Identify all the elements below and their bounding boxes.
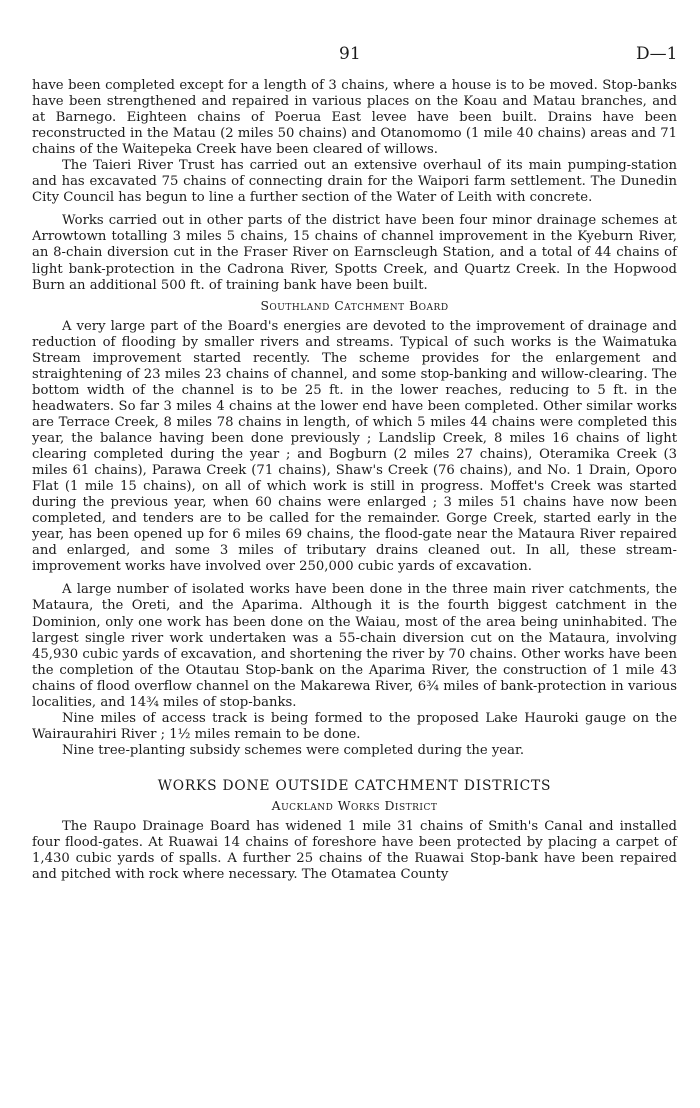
page-number: 91 [339,44,361,64]
auckland-heading: Auckland Works District [271,797,438,813]
page-body [32,78,677,883]
paragraph-1: have been completed except for a length of 3 chains, where a house is to be moved. Stop-banks have been strengthened and repaired in various places on the Koau and Matau branches, and at Barnego. Eighteen chains of Poerua East levee have been built. Drains have been reconstructed in the Matau (2 miles 50 chains) and Otanomomo (1 mile 40 chains) areas and 71 chains of the Waitepeka Creek have been cleared of willows. [32,78,677,158]
page-header [0,44,700,66]
paragraph-4: A very large part of the Board's energies are devoted to the improvement of drainage and reduction of flooding by smaller rivers and streams. Typical of such works is the Waimatuka Stream improvement started recently. The scheme provides for the enlargement and straightening of 23 miles 23 chains of channel, and some stop-banking and willow-clearing. The bottom width of the channel is to be 25 ft. in the lower reaches, reducing to 5 ft. in the headwaters. So far 3 miles 4 chains at the lower end have been completed. Other similar works are Terrace Creek, 8 miles 78 chains in length, of which 5 miles 44 chains were completed this year, the balance having been done previously ; Landslip Creek, 8 miles 16 chains of light clearing completed during the year ; and Bogburn (2 miles 27 chains), Oteramika Creek (3 miles 61 chains), Parawa Creek (71 chains), Shaw's Creek (76 chains), and No. 1 Drain, Oporo Flat (1 mile 15 chains), on all of which work is still in progress. Moffet's Creek was started during the previous year, when 60 chains were enlarged ; 3 miles 51 chains have now been completed, and tenders are to be called for the remainder. Gorge Creek, started early in the year, has been opened up for 6 miles 69 chains, the flood-gate near the Mataura River repaired and enlarged, and some 3 miles of tributary drains cleaned out. In all, these stream-improvement works have involved over 250,000 cubic yards of excavation. [32,318,677,575]
paragraph-7: Nine tree-planting subsidy schemes were completed during the year. [62,742,525,758]
section-code: D—1 [636,44,678,64]
paragraph-3: Works carried out in other parts of the district have been four minor drainage schemes at Arrowtown totalling 3 miles 5 chains, 15 chains of channel improvement in the Kyeburn River, an 8-chain diversion cut in the Fraser River on Earnscleugh Station, and a total of 44 chains of light bank-protection in the Cadrona River, Spotts Creek, and Quartz Creek. In the Hopwood Burn an additional 500 ft. of training bank have been built. [32,213,677,293]
paragraph-5: A large number of isolated works have been done in the three main river catchments, the Mataura, the Oreti, and the Aparima. Although it is the fourth biggest catchment in the Dominion, only one work has been done on the Waiau, most of the area being uninhabited. The largest single river work undertaken was a 55-chain diversion cut on the Mataura, involving 45,930 cubic yards of excavation, and shortening the river by 70 chains. Other works have been the completion of the Otautau Stop-bank on the Aparima River, the construction of 1 mile 43 chains of flood overflow channel on the Makarewa River, 6¾ miles of bank-protection in various localities, and 14¾ miles of stop-banks. [32,582,677,710]
paragraph-8: The Raupo Drainage Board has widened 1 mile 31 chains of Smith's Canal and installed four flood-gates. At Ruawai 14 chains of foreshore have been protected by placing a carpet of 1,430 cubic yards of spalls. A further 25 chains of the Ruawai Stop-bank have been repaired and pitched with rock where necessary. The Otamatea County [32,819,677,883]
paragraph-6: Nine miles of access track is being formed to the proposed Lake Hauroki gauge on the Wairaurahiri River ; 1½ miles remain to be done. [32,710,677,742]
paragraph-2: The Taieri River Trust has carried out an extensive overhaul of its main pumping-station and has excavated 75 chains of connecting drain for the Waipori farm settlement. The Dunedin City Council has begun to line a further section of the Water of Leith with concrete. [32,158,677,206]
outside-districts-heading: WORKS DONE OUTSIDE CATCHMENT DISTRICTS [157,777,552,794]
southland-heading: Southland Catchment Board [260,297,449,313]
